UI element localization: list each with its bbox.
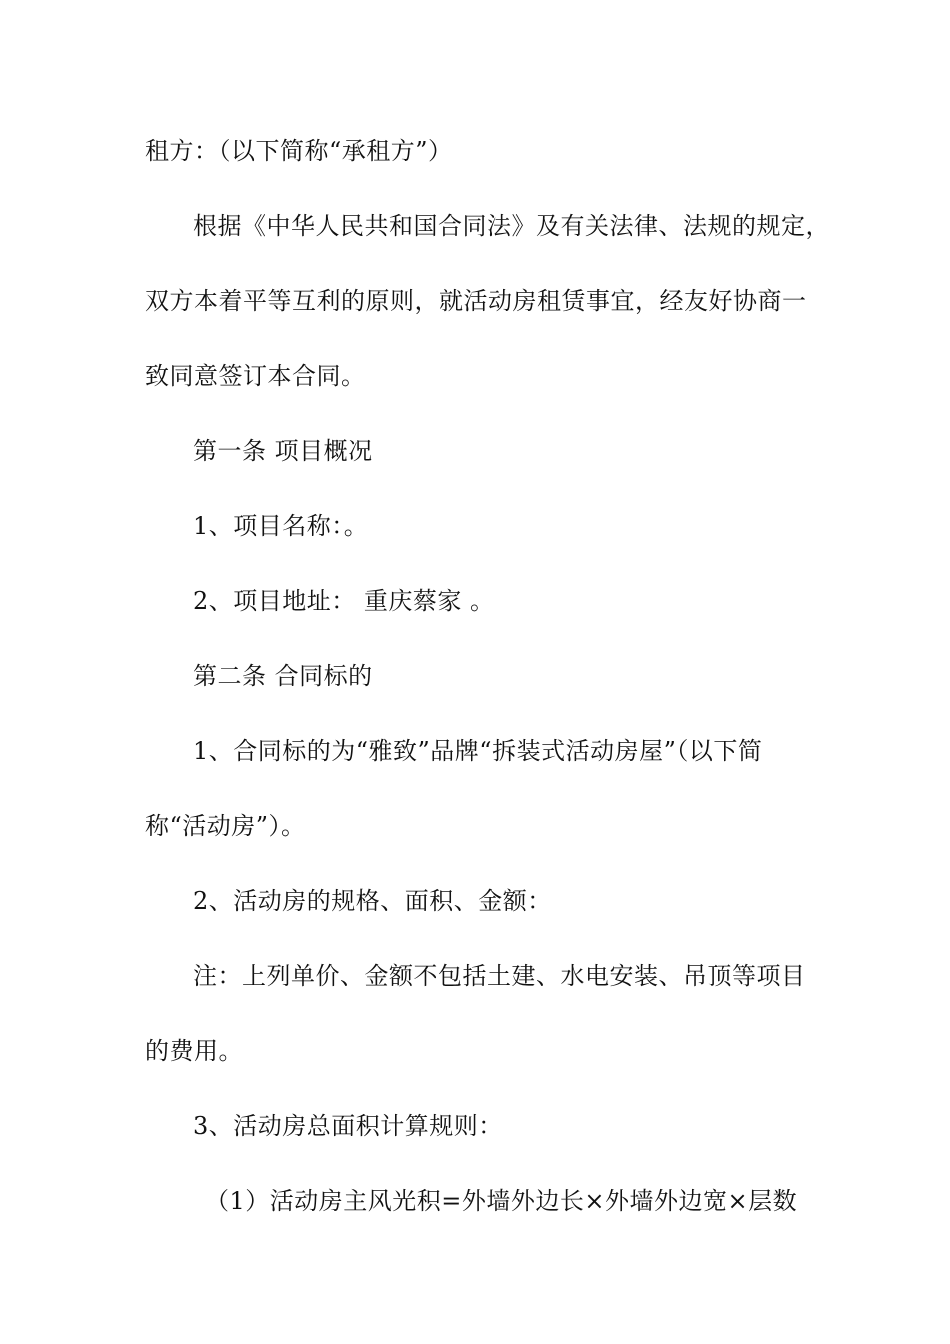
contract-subject-line-1: 1、合同标的为“雅致”品牌“拆装式活动房屋”（以下简	[193, 737, 763, 765]
paragraph-basis-line-2: 双方本着平等互利的原则，就活动房租赁事宜，经友好协商一	[145, 287, 807, 315]
area-rule-item-1: （1）活动房主风光积=外墙外边长×外墙外边宽×层数	[205, 1187, 798, 1215]
paragraph-basis-line-1: 根据《中华人民共和国合同法》及有关法律、法规的规定，	[193, 212, 830, 240]
area-rule-heading: 3、活动房总面积计算规则：	[193, 1112, 503, 1140]
project-name-line: 1、项目名称：。	[193, 512, 369, 540]
note-line-2: 的费用。	[145, 1037, 243, 1065]
project-address-line: 2、项目地址： 重庆蔡家 。	[193, 587, 495, 615]
specification-line: 2、活动房的规格、面积、金额：	[193, 887, 552, 915]
note-line-1: 注：上列单价、金额不包括土建、水电安装、吊顶等项目	[193, 962, 806, 990]
article-1-heading: 第一条 项目概况	[193, 437, 373, 465]
contract-subject-line-2: 称“活动房”）。	[145, 812, 306, 840]
lessee-line: 租方：（以下简称“承租方”）	[145, 137, 453, 165]
article-2-heading: 第二条 合同标的	[193, 662, 373, 690]
paragraph-basis-line-3: 致同意签订本合同。	[145, 362, 366, 390]
